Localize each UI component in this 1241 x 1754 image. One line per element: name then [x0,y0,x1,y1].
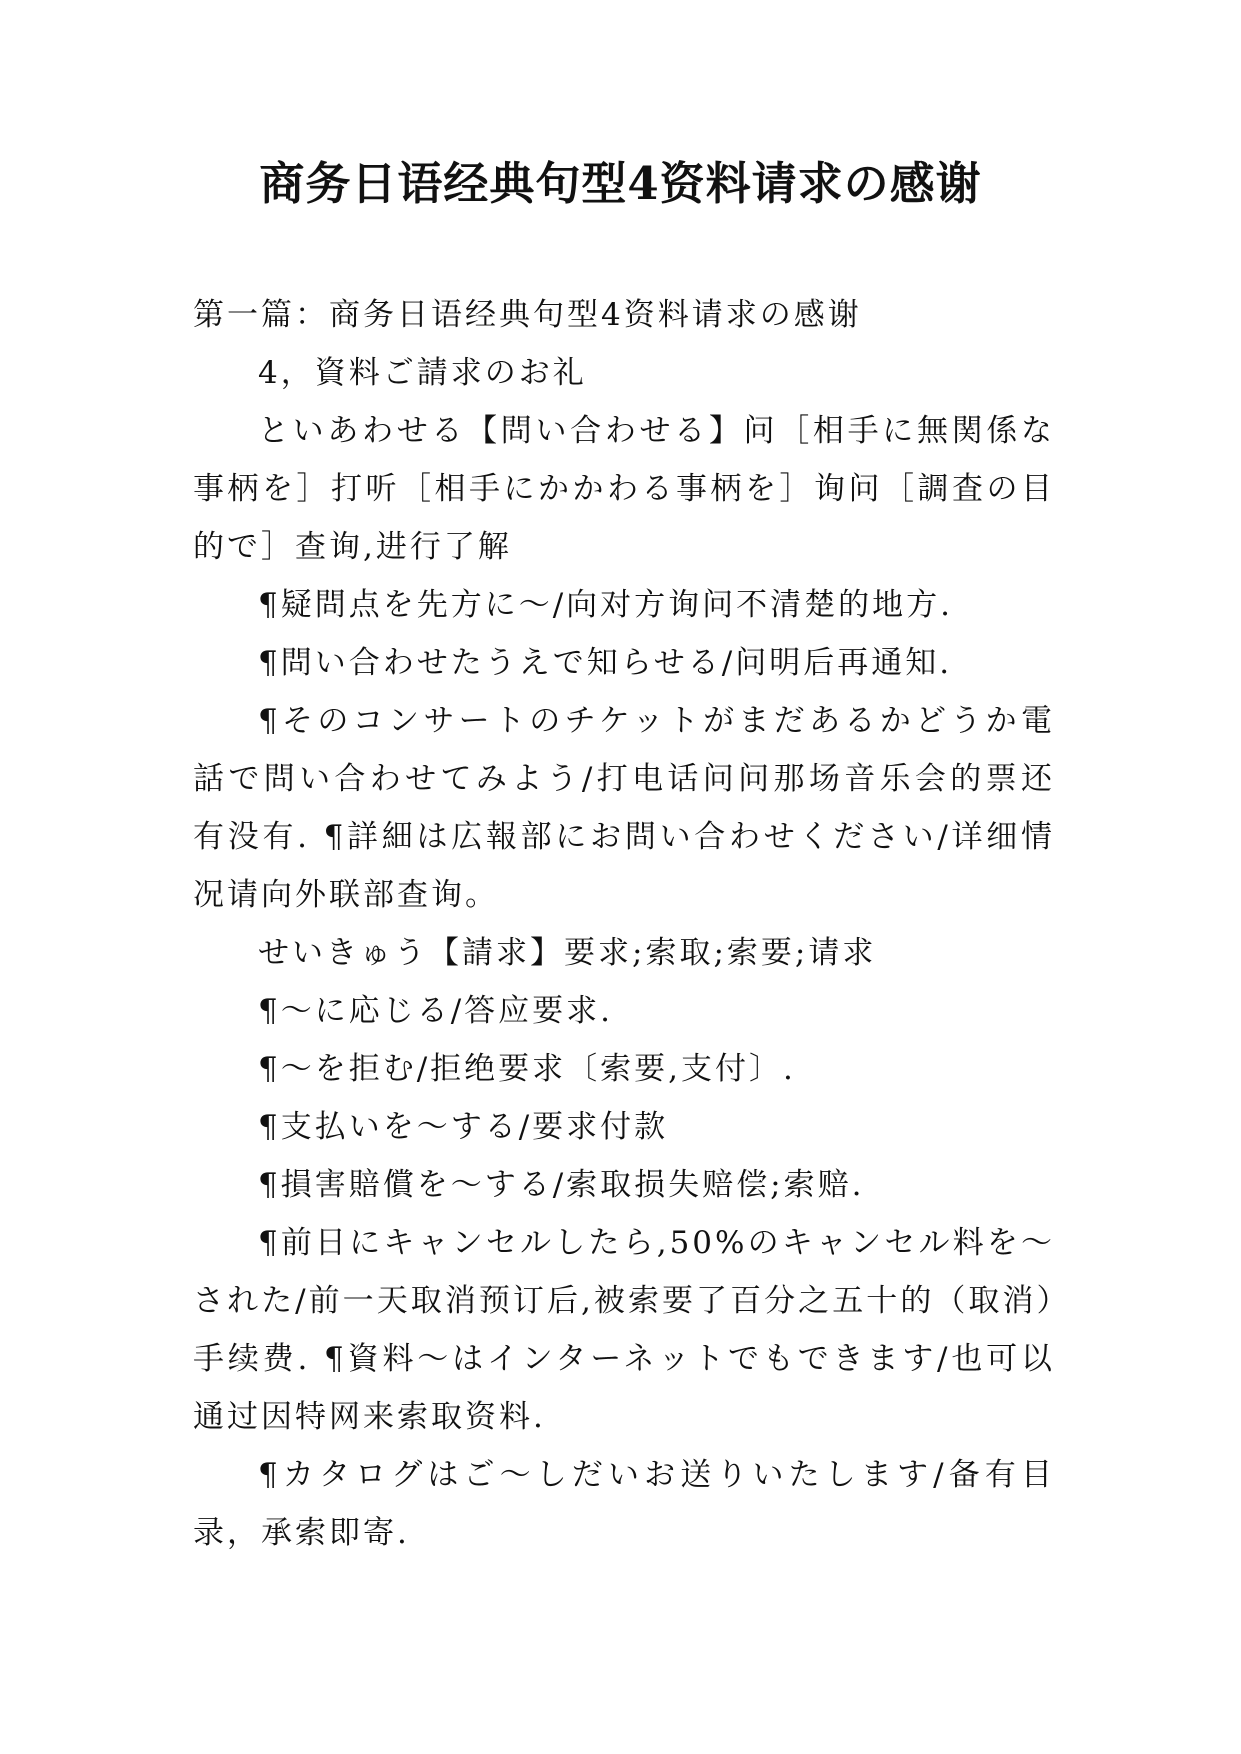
paragraph-example: ¶～を拒む/拒绝要求〔索要,支付〕. [258,1051,796,1087]
paragraph-example: ¶疑問点を先方に～/向对方询问不清楚的地方. [258,587,954,623]
paragraph-example: ¶問い合わせたうえで知らせる/问明后再通知. [258,645,953,681]
paragraph-example: ¶～に応じる/答应要求. [258,993,614,1029]
paragraph-example: ¶前日にキャンセルしたら,50%のキャンセル料を～された/前一天取消预订后,被索要了百分之五十的（取消）手续费. ¶資料～はインターネットでもできます/也可以通过因特网来索取资料. [193,1225,1055,1435]
paragraph-section-title: 4，資料ご請求のお礼 [258,355,587,391]
paragraph-entry-toiawaseru: といあわせる【問い合わせる】问［相手に無関係な事柄を］打听［相手にかかわる事柄を］询问［調査の目的で］查询,进行了解 [193,413,1055,565]
document-body [193,286,1055,1562]
paragraph-example: ¶損害賠償を～する/索取损失赔偿;索赔. [258,1167,865,1203]
document-title: 商务日语经典句型4资料请求の感谢 [259,157,982,210]
paragraph-entry-seikyuu: せいきゅう【請求】要求;索取;索要;请求 [258,935,877,971]
paragraph-example: ¶カタログはご～しだいお送りいたします/备有目录，承索即寄. [193,1457,1055,1551]
paragraph-heading: 第一篇：商务日语经典句型4资料请求の感谢 [193,297,862,333]
paragraph-example: ¶そのコンサートのチケットがまだあるかどうか電話で問い合わせてみよう/打电话问问那场音乐会的票还有没有. ¶詳細は広報部にお問い合わせください/详细情况请向外联部查询。 [193,703,1055,913]
paragraph-example: ¶支払いを～する/要求付款 [258,1109,669,1145]
